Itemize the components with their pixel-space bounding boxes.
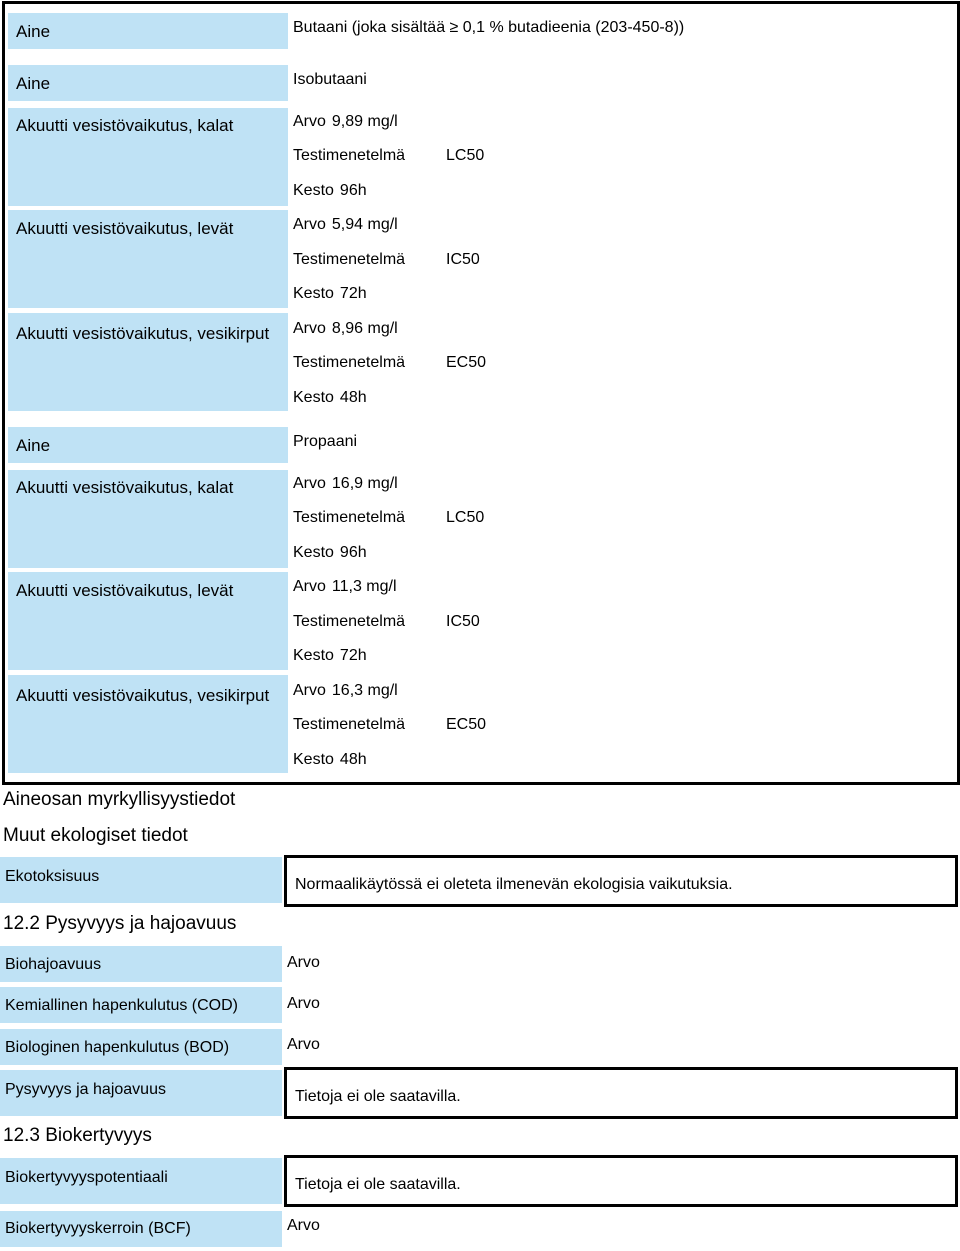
effect-label: Akuutti vesistövaikutus, kalat [8,108,288,206]
kesto-line: Kesto 96h [293,182,367,199]
aine-label: Aine [8,65,288,101]
kesto-line: Kesto 96h [293,544,367,561]
method-label: Testimenetelmä [293,251,406,268]
bcf-label: Biokertyvyyskerroin (BCF) [0,1211,282,1247]
biokertyvyyspotentiaali-box [284,1155,958,1207]
cod-label: Kemiallinen hapenkulutus (COD) [0,987,282,1023]
pysyvyys-box [284,1067,958,1119]
effect-label: Akuutti vesistövaikutus, vesikirput [8,675,288,773]
kesto-line: Kesto 48h [293,751,367,768]
heading-biokertyvyys: 12.3 Biokertyvyys [3,1125,152,1146]
biokertyvyyspotentiaali-label: Biokertyvyyspotentiaali [0,1158,282,1204]
effect-label: Akuutti vesistövaikutus, levät [8,210,288,308]
bcf-value: Arvo [287,1217,320,1234]
aine-label: Aine [8,13,288,49]
heading-muut: Muut ekologiset tiedot [3,825,188,846]
method-value: EC50 [446,716,487,733]
biohajoavuus-value: Arvo [287,954,320,971]
method-label: Testimenetelmä [293,509,406,526]
method-label: Testimenetelmä [293,354,406,371]
bod-label: Biologinen hapenkulutus (BOD) [0,1029,282,1065]
method-value: IC50 [446,613,480,630]
effect-label: Akuutti vesistövaikutus, vesikirput [8,313,288,411]
arvo-line: Arvo 9,89 mg/l [293,113,398,130]
kesto-line: Kesto 72h [293,285,367,302]
method-value: LC50 [446,147,485,164]
kesto-line: Kesto 72h [293,647,367,664]
ekotoksisuus-box [284,855,958,907]
aine-value: Isobutaani [293,71,367,88]
biokertyvyyspotentiaali-value: Tietoja ei ole saatavilla. [295,1176,461,1193]
heading-pysyvyys: 12.2 Pysyvyys ja hajoavuus [3,913,237,934]
method-value: IC50 [446,251,480,268]
ekotoksisuus-value: Normaalikäytössä ei oleteta ilmenevän ekologisia vaikutuksia. [295,876,733,893]
biohajoavuus-label: Biohajoavuus [0,946,282,982]
arvo-line: Arvo 8,96 mg/l [293,320,398,337]
method-label: Testimenetelmä [293,716,406,733]
arvo-line: Arvo 16,3 mg/l [293,682,398,699]
arvo-line: Arvo 5,94 mg/l [293,216,398,233]
effect-label: Akuutti vesistövaikutus, levät [8,572,288,670]
method-value: LC50 [446,509,485,526]
arvo-line: Arvo 16,9 mg/l [293,475,398,492]
heading-aineosan: Aineosan myrkyllisyystiedot [3,789,236,810]
kesto-line: Kesto 48h [293,389,367,406]
cod-value: Arvo [287,995,320,1012]
aine-value: Butaani (joka sisältää ≥ 0,1 % butadieenia (203-450-8)) [293,19,685,36]
pysyvyys-value: Tietoja ei ole saatavilla. [295,1088,461,1105]
effect-label: Akuutti vesistövaikutus, kalat [8,470,288,568]
method-label: Testimenetelmä [293,613,406,630]
bod-value: Arvo [287,1036,320,1053]
method-label: Testimenetelmä [293,147,406,164]
arvo-line: Arvo 11,3 mg/l [293,578,397,595]
ekotoksisuus-label: Ekotoksisuus [0,857,282,903]
aine-label: Aine [8,427,288,463]
method-value: EC50 [446,354,487,371]
pysyvyys-label: Pysyvyys ja hajoavuus [0,1070,282,1116]
aine-value: Propaani [293,433,358,450]
